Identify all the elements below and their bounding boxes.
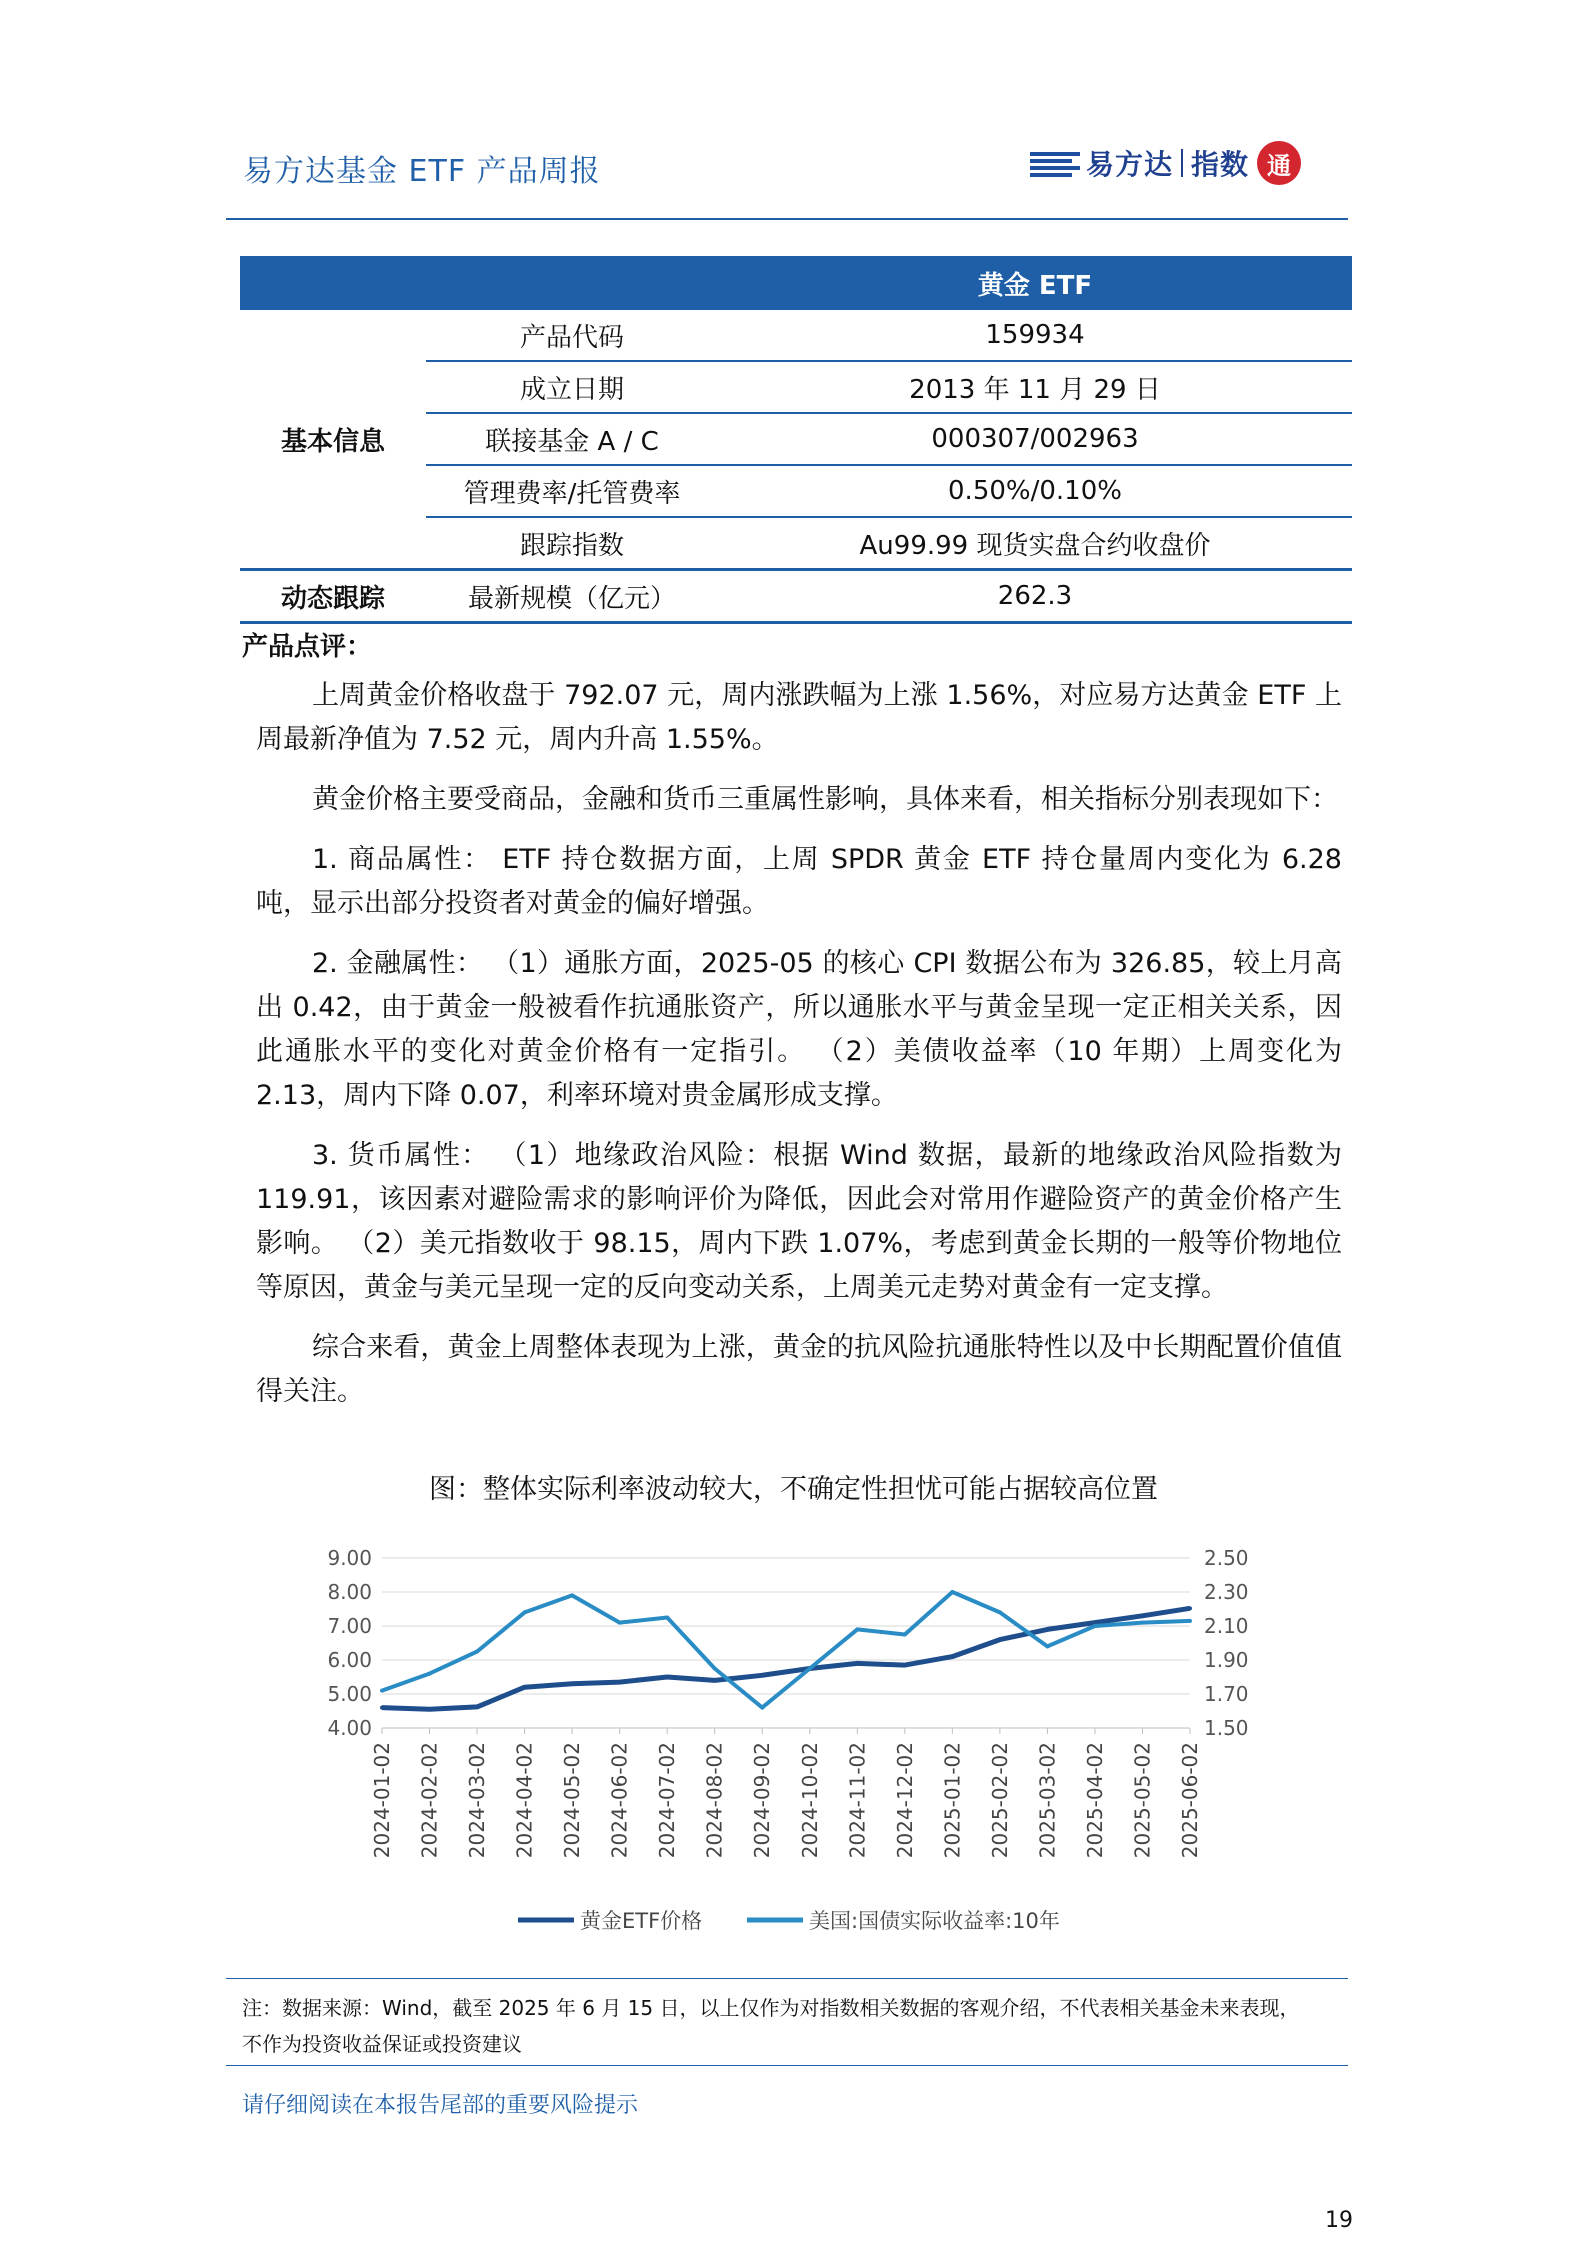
data-point xyxy=(760,1673,764,1677)
paragraph: 2. 金融属性： （1）通胀方面，2025-05 的核心 CPI 数据公布为 326.85，较上月高出 0.42，由于黄金一般被看作抗通胀资产，所以通胀水平与黄金呈现一定正相关关系，因此通胀水平的变化对黄金价格有一定指引。 （2）美债收益率（10 年期）上周变化为 2.13，周内下降 0.07，利率环境对贵金属形成支撑。 xyxy=(256,948,1342,1111)
x-tick-label: 2025-01-02 xyxy=(940,1742,965,1859)
section-basic: 基本信息 xyxy=(240,310,426,570)
y-right-tick-label: 2.30 xyxy=(1204,1580,1249,1604)
data-point xyxy=(1188,1619,1192,1623)
paragraph: 黄金价格主要受商品，金融和货币三重属性影响，具体来看，相关指标分别表现如下： xyxy=(312,784,1338,815)
data-point xyxy=(475,1650,479,1654)
x-tick-label: 2024-04-02 xyxy=(512,1742,537,1859)
x-tick-label: 2024-11-02 xyxy=(845,1742,870,1859)
data-point xyxy=(618,1680,622,1684)
data-point xyxy=(380,1706,384,1710)
y-left-tick-label: 4.00 xyxy=(327,1716,372,1740)
x-tick-label: 2024-09-02 xyxy=(750,1742,775,1859)
logo-name: 易方达 xyxy=(1086,148,1174,181)
y-left-tick-label: 6.00 xyxy=(327,1648,372,1672)
row-label: 管理费率/托管费率 xyxy=(426,465,718,517)
x-tick-label: 2025-06-02 xyxy=(1178,1742,1202,1859)
y-right-tick-label: 1.90 xyxy=(1204,1648,1249,1672)
data-point xyxy=(950,1655,954,1659)
data-point xyxy=(665,1675,669,1679)
row-label: 跟踪指数 xyxy=(426,517,718,570)
data-point xyxy=(380,1689,384,1693)
data-point xyxy=(713,1678,717,1682)
data-point xyxy=(808,1667,812,1671)
data-point xyxy=(428,1707,432,1711)
header-rule xyxy=(226,218,1348,220)
report-header-title: 易方达基金 ETF 产品周报 xyxy=(243,154,601,189)
row-label: 产品代码 xyxy=(426,310,718,361)
row-label: 成立日期 xyxy=(426,361,718,413)
risk-hint: 请仔细阅读在本报告尾部的重要风险提示 xyxy=(242,2093,639,2118)
paragraph: 上周黄金价格收盘于 792.07 元，周内涨跌幅为上涨 1.56%，对应易方达黄金 ETF 上周最新净值为 7.52 元，周内升高 1.55%。 xyxy=(256,680,1342,755)
data-point xyxy=(665,1616,669,1620)
data-point xyxy=(855,1627,859,1631)
row-label: 联接基金 A / C xyxy=(426,413,718,465)
series-line xyxy=(382,1592,1190,1708)
efunds-logo xyxy=(1030,138,1301,188)
x-tick-label: 2024-10-02 xyxy=(797,1742,822,1859)
figure-title: 图：整体实际利率波动较大，不确定性担忧可能占据较高位置 xyxy=(429,1474,1158,1505)
data-point xyxy=(760,1706,764,1710)
data-point xyxy=(903,1663,907,1667)
gold-etf-vs-real-yield-chart xyxy=(300,1528,1280,1948)
x-tick-label: 2024-03-02 xyxy=(465,1742,490,1859)
row-label: 最新规模（亿元） xyxy=(426,570,718,623)
data-point xyxy=(855,1661,859,1665)
data-point xyxy=(570,1593,574,1597)
comment-title: 产品点评： xyxy=(242,632,373,662)
x-tick-label: 2025-05-02 xyxy=(1130,1742,1155,1859)
note-line: 注：数据来源：Wind，截至 2025 年 6 月 15 日，以上仅作为对指数相关数据的客观介绍，不代表相关基金未来表现， xyxy=(242,1996,1300,2020)
paragraph: 3. 货币属性： （1）地缘政治风险：根据 Wind 数据，最新的地缘政治风险指数为 119.91，该因素对避险需求的影响评价为降低，因此会对常用作避险资产的黄金价格产生影响。 （2）美元指数收于 98.15，周内下跌 1.07%，考虑到黄金长期的一般等价物地位等原因，黄金与美元呈现一定的反向变动关系，上周美元走势对黄金有一定支撑。 xyxy=(256,1140,1342,1303)
row-value: 262.3 xyxy=(718,570,1352,623)
row-value: Au99.99 现货实盘合约收盘价 xyxy=(718,517,1352,570)
paragraph: 1. 商品属性： ETF 持仓数据方面，上周 SPDR 黄金 ETF 持仓量周内变化为 6.28 吨，显示出部分投资者对黄金的偏好增强。 xyxy=(256,844,1342,919)
row-value: 159934 xyxy=(718,310,1352,361)
page-number: 19 xyxy=(1325,2208,1353,2233)
data-point xyxy=(475,1705,479,1709)
y-left-tick-label: 7.00 xyxy=(327,1614,372,1638)
data-source-note xyxy=(242,1990,1342,2062)
y-right-tick-label: 2.10 xyxy=(1204,1614,1249,1638)
data-point xyxy=(618,1621,622,1625)
row-value: 2013 年 11 月 29 日 xyxy=(718,361,1352,413)
y-left-tick-label: 9.00 xyxy=(327,1546,372,1570)
data-point xyxy=(1188,1606,1192,1610)
paragraph: 综合来看，黄金上周整体表现为上涨，黄金的抗风险抗通胀特性以及中长期配置价值值得关注。 xyxy=(256,1332,1342,1407)
y-right-tick-label: 1.50 xyxy=(1204,1716,1249,1740)
data-point xyxy=(713,1667,717,1671)
footer-rule xyxy=(226,2065,1348,2066)
note-rule xyxy=(226,1978,1348,1979)
row-value: 0.50%/0.10% xyxy=(718,465,1352,517)
data-point xyxy=(523,1610,527,1614)
x-tick-label: 2024-12-02 xyxy=(892,1742,917,1859)
data-point xyxy=(1140,1621,1144,1625)
x-tick-label: 2024-07-02 xyxy=(655,1742,680,1859)
logo-sub: 指数 xyxy=(1191,148,1250,181)
x-tick-label: 2025-04-02 xyxy=(1082,1742,1107,1859)
data-point xyxy=(998,1638,1002,1642)
fund-info-table xyxy=(240,256,1352,624)
legend-label: 美国:国债实际收益率:10年 xyxy=(809,1909,1060,1933)
note-line: 不作为投资收益保证或投资建议 xyxy=(242,2032,522,2056)
y-right-tick-label: 1.70 xyxy=(1204,1682,1249,1706)
data-point xyxy=(523,1685,527,1689)
y-left-tick-label: 8.00 xyxy=(327,1580,372,1604)
x-tick-label: 2024-05-02 xyxy=(560,1742,585,1859)
data-point xyxy=(570,1682,574,1686)
logo-seal: 通 xyxy=(1257,141,1301,185)
data-point xyxy=(1045,1644,1049,1648)
data-point xyxy=(1093,1624,1097,1628)
x-tick-label: 2024-06-02 xyxy=(607,1742,632,1859)
x-tick-label: 2025-03-02 xyxy=(1035,1742,1060,1859)
legend-label: 黄金ETF价格 xyxy=(580,1909,703,1933)
comment-body xyxy=(256,674,1342,1430)
data-point xyxy=(903,1633,907,1637)
section-dynamic: 动态跟踪 xyxy=(240,570,426,623)
table-head: 黄金 ETF xyxy=(718,256,1352,310)
y-left-tick-label: 5.00 xyxy=(327,1682,372,1706)
data-point xyxy=(998,1610,1002,1614)
data-point xyxy=(1140,1614,1144,1618)
data-point xyxy=(428,1672,432,1676)
y-right-tick-label: 2.50 xyxy=(1204,1546,1249,1570)
x-tick-label: 2024-01-02 xyxy=(370,1742,394,1859)
data-point xyxy=(950,1590,954,1594)
efunds-logo-icon xyxy=(1030,150,1080,176)
row-value: 000307/002963 xyxy=(718,413,1352,465)
x-tick-label: 2024-08-02 xyxy=(702,1742,727,1859)
x-tick-label: 2025-02-02 xyxy=(987,1742,1012,1859)
x-tick-label: 2024-02-02 xyxy=(417,1742,442,1859)
data-point xyxy=(1045,1627,1049,1631)
